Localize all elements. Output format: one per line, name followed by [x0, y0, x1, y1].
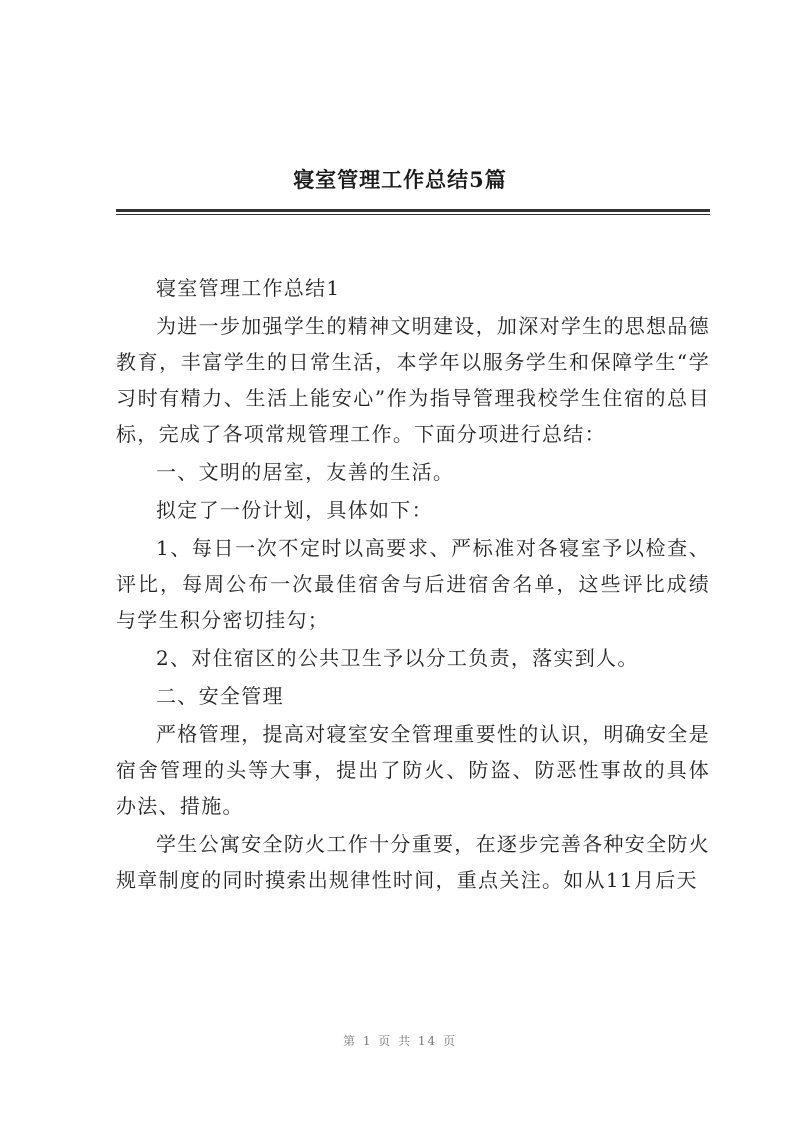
page-number-footer: 第 1 页 共 14 页: [343, 1034, 457, 1048]
paragraph: 严格管理，提高对寝室安全管理重要性的认识，明确安全是宿舍管理的头等大事，提出了防火、防盗、防恶性事故的具体办法、措施。: [116, 722, 710, 818]
paragraph: 为进一步加强学生的精神文明建设，加深对学生的思想品德教育，丰富学生的日常生活，本学年以服务学生和保障学生“学习时有精力、生活上能安心”作为指导管理我校学生住宿的总目标，完成了各项常规管理工作。下面分项进行总结：: [116, 314, 710, 446]
subsection-heading: 二、安全管理: [156, 684, 284, 708]
paragraph: 学生公寓安全防火工作十分重要，在逐步完善各种安全防火规章制度的同时摸索出规律性时间，重点关注。如从11月后天: [116, 832, 710, 892]
paragraph: 拟定了一份计划，具体如下：: [156, 498, 433, 522]
title-divider: [116, 209, 710, 215]
list-item: 2、对住宿区的公共卫生予以分工负责，落实到人。: [156, 646, 639, 670]
document-title: 寝室管理工作总结5篇: [293, 167, 507, 192]
document-body: [116, 270, 710, 900]
section-heading: 寝室管理工作总结1: [156, 276, 341, 300]
list-item: 1、每日一次不定时以高要求、严标准对各寝室予以检查、评比，每周公布一次最佳宿舍与后进宿舍名单，这些评比成绩与学生积分密切挂勾；: [116, 536, 710, 632]
subsection-heading: 一、文明的居室，友善的生活。: [156, 460, 455, 484]
